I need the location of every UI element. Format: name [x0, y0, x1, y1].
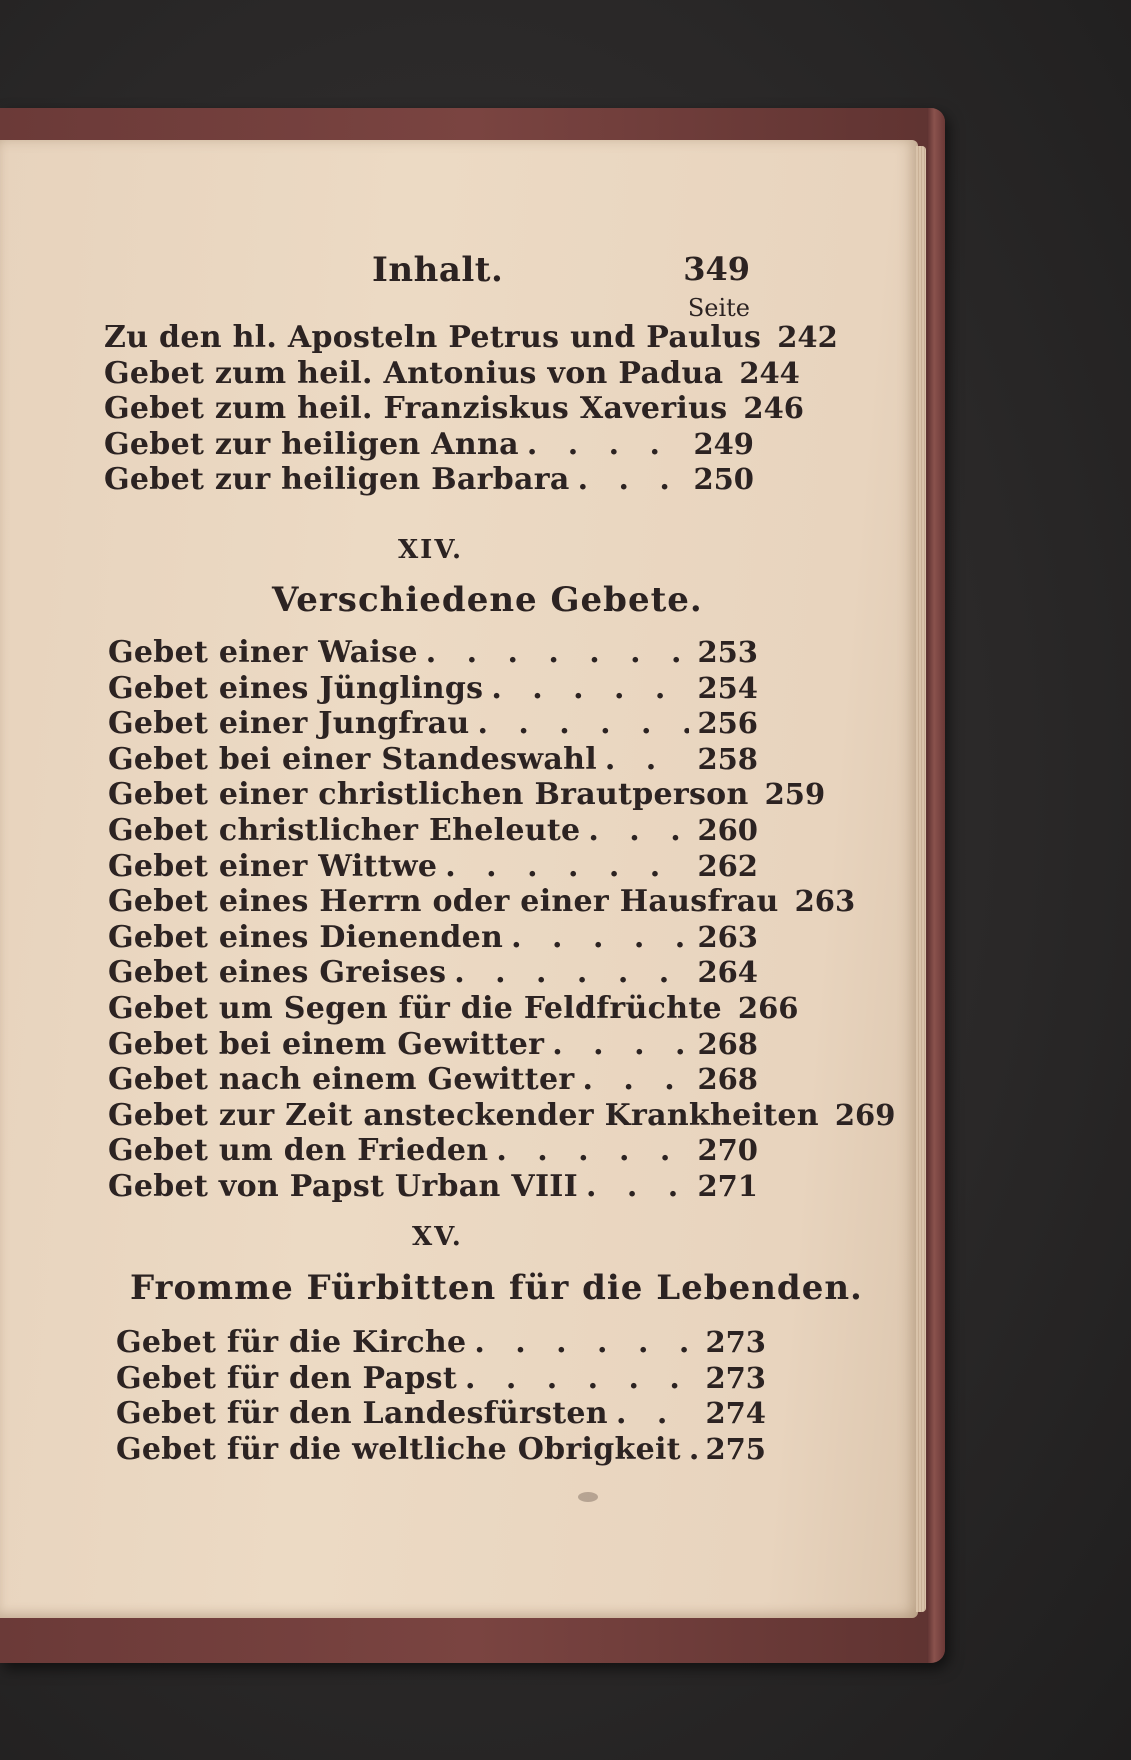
toc-leader-dots — [552, 1027, 689, 1062]
toc-leader-dots — [491, 671, 689, 706]
toc-entry-page: 262 — [697, 848, 758, 883]
toc-entry-title: Gebet für den Landesfürsten — [116, 1396, 608, 1432]
book-page — [0, 140, 918, 1618]
toc-entry — [116, 1325, 766, 1361]
toc-entry-page: 271 — [697, 1168, 758, 1203]
toc-entry-title: Gebet bei einem Gewitter — [108, 1026, 545, 1062]
toc-entry-page: 274 — [705, 1396, 766, 1431]
toc-entry — [104, 391, 804, 427]
toc-leader-dots — [465, 1361, 697, 1396]
toc-entry-page: 275 — [705, 1431, 766, 1466]
toc-entry-page: 273 — [705, 1360, 766, 1395]
toc-entry-title: Gebet um Segen für die Feldfrüchte — [108, 990, 722, 1026]
toc-leader-dots — [616, 1396, 698, 1431]
toc-entry-page: 253 — [697, 635, 758, 669]
toc-entry-page: 259 — [764, 777, 826, 812]
section-numeral-xiv: XIV. — [398, 535, 464, 565]
toc-entry-page: 263 — [794, 884, 856, 919]
toc-entry — [108, 706, 758, 742]
toc-entry-title: Gebet bei einer Standeswahl — [108, 741, 597, 777]
toc-entry — [104, 427, 754, 463]
toc-entry — [108, 1097, 896, 1134]
toc-entry-page: 263 — [697, 919, 758, 954]
toc-leader-dots — [605, 742, 690, 777]
toc-entry-page: 268 — [697, 1062, 758, 1097]
toc-leader-dots — [588, 813, 689, 848]
toc-entry-page: 242 — [777, 320, 838, 354]
page-number: 349 — [683, 250, 750, 288]
toc-entry-page: 264 — [697, 955, 758, 990]
toc-leader-dots — [426, 635, 690, 670]
toc-entry-title: Gebet eines Herrn oder einer Hausfrau — [108, 884, 779, 920]
toc-entry — [108, 990, 799, 1027]
toc-entry — [104, 355, 800, 392]
page-column-label: Seite — [687, 294, 750, 322]
toc-entry-title: Gebet eines Greises — [108, 955, 447, 991]
toc-leader-dots — [578, 462, 686, 497]
toc-entry-title: Gebet zum heil. Franziskus Xaverius — [104, 391, 728, 427]
toc-entry — [108, 884, 856, 920]
toc-entry-page: 256 — [697, 706, 758, 741]
section-heading-xiv: Verschiedene Gebete. — [272, 580, 703, 620]
toc-entry-title: Gebet von Papst Urban VIII — [108, 1168, 578, 1204]
toc-leader-dots — [511, 920, 689, 955]
toc-entry — [116, 1396, 766, 1432]
toc-entry-page: 249 — [693, 426, 754, 461]
page-header — [110, 250, 750, 322]
toc-entry-title: Gebet einer Jungfrau — [108, 706, 470, 742]
toc-entry-page: 260 — [697, 812, 758, 847]
toc-leader-dots — [445, 849, 689, 884]
toc-entry-title: Gebet einer christlichen Brautperson — [108, 777, 749, 813]
toc-entry-title: Gebet zur heiligen Barbara — [104, 462, 570, 498]
toc-entry-title: Zu den hl. Aposteln Petrus und Paulus — [104, 320, 762, 355]
toc-entry-title: Gebet zur Zeit ansteckender Krankheiten — [108, 1097, 819, 1133]
toc-entry — [108, 742, 758, 778]
toc-entry-title: Gebet für die Kirche — [116, 1325, 467, 1360]
toc-entry-page: 254 — [697, 670, 758, 705]
toc-entry — [108, 849, 758, 885]
toc-leader-dots — [474, 1325, 697, 1360]
toc-entry-page: 273 — [705, 1325, 766, 1359]
toc-leader-dots — [689, 1432, 698, 1467]
toc-entry — [108, 635, 758, 671]
toc-entry — [116, 1361, 766, 1397]
toc-list-top — [104, 320, 838, 498]
toc-entry — [108, 1169, 758, 1205]
toc-leader-dots — [477, 706, 689, 741]
toc-list-xiv — [108, 635, 896, 1205]
toc-entry-page: 246 — [743, 391, 804, 426]
toc-entry-title: Gebet einer Waise — [108, 635, 418, 670]
toc-leader-dots — [496, 1133, 689, 1168]
toc-entry-title: Gebet nach einem Gewitter — [108, 1062, 575, 1098]
toc-entry-title: Gebet christlicher Eheleute — [108, 812, 581, 848]
toc-entry — [108, 777, 826, 813]
toc-entry-page: 269 — [834, 1097, 896, 1132]
toc-entry-title: Gebet zum heil. Antonius von Padua — [104, 355, 724, 391]
toc-leader-dots — [586, 1169, 690, 1204]
toc-entry — [108, 813, 758, 849]
toc-entry-title: Gebet einer Wittwe — [108, 848, 438, 884]
toc-entry — [108, 1133, 758, 1169]
section-numeral-xv: XV. — [412, 1222, 463, 1252]
toc-entry — [108, 955, 758, 991]
toc-list-xv — [116, 1325, 766, 1467]
toc-leader-dots — [582, 1062, 689, 1097]
toc-leader-dots — [454, 955, 689, 990]
toc-entry — [104, 462, 754, 498]
page-stack-edge — [916, 146, 926, 1612]
toc-entry-title: Gebet für den Papst — [116, 1360, 457, 1396]
toc-entry-title: Gebet für die weltliche Obrigkeit — [116, 1431, 681, 1467]
toc-entry — [108, 1062, 758, 1098]
book-cover-edge — [927, 108, 945, 1663]
toc-entry-page: 258 — [697, 741, 758, 776]
toc-entry-title: Gebet zur heiligen Anna — [104, 426, 519, 462]
toc-entry-page: 250 — [693, 462, 754, 497]
toc-entry-page: 268 — [697, 1026, 758, 1061]
section-heading-xv: Fromme Fürbitten für die Lebenden. — [130, 1268, 863, 1308]
toc-entry — [108, 671, 758, 707]
toc-leader-dots — [527, 427, 686, 462]
toc-entry-title: Gebet um den Frieden — [108, 1133, 489, 1169]
toc-entry — [116, 1432, 766, 1468]
toc-entry — [108, 1027, 758, 1063]
page-title: Inhalt. — [372, 250, 504, 290]
toc-entry-page: 266 — [737, 990, 799, 1025]
toc-entry-title: Gebet eines Dienenden — [108, 919, 504, 955]
toc-entry — [108, 920, 758, 956]
toc-entry — [104, 320, 838, 356]
page-smudge — [578, 1492, 598, 1502]
toc-entry-page: 244 — [739, 355, 800, 390]
toc-entry-title: Gebet eines Jünglings — [108, 670, 484, 706]
toc-entry-page: 270 — [697, 1133, 758, 1168]
